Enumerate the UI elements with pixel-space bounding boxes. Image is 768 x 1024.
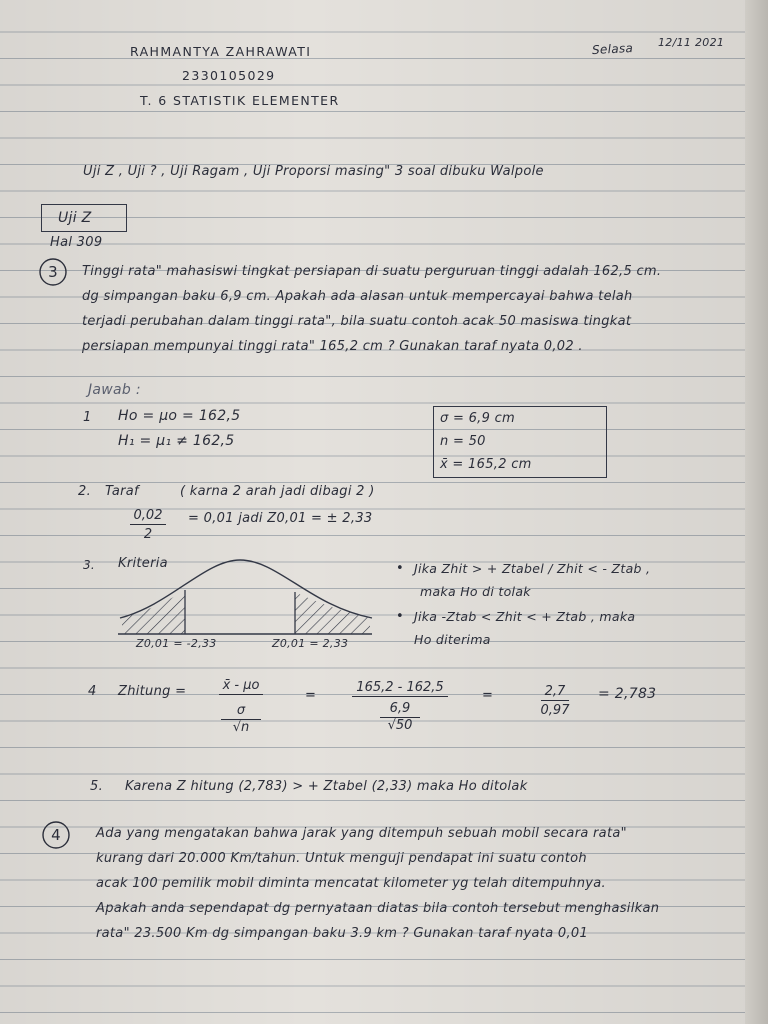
z-hitung-label: Zhitung = <box>118 684 187 699</box>
course-title: T. 6 STATISTIK ELEMENTER <box>140 93 340 108</box>
student-id: 2330105029 <box>182 68 276 83</box>
reject-rule: Jika Zhit > + Ztabel / Zhit < - Ztab , <box>414 561 651 576</box>
assignment-instructions: Uji Z , Uji ? , Uji Ragam , Uji Proporsi masing" 3 soal dibuku Walpole <box>83 164 544 179</box>
step-4-number: 4 <box>88 684 97 699</box>
left-critical-value: Z0,01 = -2,33 <box>136 637 217 650</box>
z-substituted-numerator: 165,2 - 162,5 <box>352 680 447 697</box>
accept-rule: Jika -Ztab < Zhit < + Ztab , maka <box>414 609 636 624</box>
reject-rule-conclusion: maka Ho di tolak <box>420 584 531 599</box>
problem-4-line: rata" 23.500 Km dg simpangan baku 3.9 km ? Gunakan taraf nyata 0,01 <box>96 926 589 941</box>
step-3-label: Kriteria <box>118 556 168 571</box>
page-reference: Hal 309 <box>50 235 103 250</box>
given-mean: x̄ = 165,2 cm <box>440 457 532 472</box>
equals-sign: = <box>305 688 317 703</box>
problem-3-line: dg simpangan baku 6,9 cm. Apakah ada alasan untuk mempercayai bahwa telah <box>82 289 633 304</box>
alt-hypothesis: H₁ = μ₁ ≠ 162,5 <box>118 433 235 449</box>
problem-4-line: Apakah anda sependapat dg pernyataan diatas bila contoh tersebut menghasilkan <box>96 901 660 916</box>
step-2-result: = 0,01 jadi Z0,01 = ± 2,33 <box>188 511 373 526</box>
z-substituted-sigma: 6,9 <box>389 701 411 716</box>
problem-3-number: 3 <box>48 263 58 281</box>
problem-4-line: acak 100 pemilik mobil diminta mencatat kilometer yg telah ditempuhnya. <box>96 876 606 891</box>
z-formula-sigma: σ <box>236 703 246 718</box>
problem-3-line: Tinggi rata" mahasiswi tingkat persiapan di suatu perguruan tinggi adalah 162,5 cm. <box>82 264 662 279</box>
problem-4-line: Ada yang mengatakan bahwa jarak yang ditempuh sebuah mobil secara rata" <box>96 826 627 841</box>
alpha-denominator: 2 <box>143 527 153 542</box>
problem-3-circle <box>40 259 66 285</box>
z-formula-sqrt-n: √n <box>221 719 261 735</box>
answer-label: Jawab : <box>88 382 141 398</box>
step-2-note: ( karna 2 arah jadi dibagi 2 ) <box>180 484 375 499</box>
z-formula-numerator: x̄ - μo <box>219 678 264 695</box>
step-2-label: Taraf <box>105 484 139 499</box>
step-1-number: 1 <box>83 410 92 425</box>
z-simplified-numerator: 2,7 <box>541 684 570 701</box>
step-3-number: 3. <box>83 558 96 572</box>
problem-3-line: terjadi perubahan dalam tinggi rata", bila suatu contoh acak 50 masiswa tingkat <box>82 314 632 329</box>
problem-4-line: kurang dari 20.000 Km/tahun. Untuk menguji pendapat ini suatu contoh <box>96 851 587 866</box>
section-title: Uji Z <box>58 210 92 226</box>
given-sigma: σ = 6,9 cm <box>440 411 516 426</box>
right-critical-value: Z0,01 = 2,33 <box>272 637 349 650</box>
problem-3-line: persiapan mempunyai tinggi rata" 165,2 cm ? Gunakan taraf nyata 0,02 . <box>82 339 583 354</box>
student-name: RAHMANTYA ZAHRAWATI <box>130 44 312 59</box>
step-5-number: 5. <box>90 779 104 794</box>
problem-4-number: 4 <box>51 826 61 844</box>
alpha-numerator: 0,02 <box>130 508 167 525</box>
z-hitung-result: = 2,783 <box>598 686 657 702</box>
date: 12/11 2021 <box>658 36 725 49</box>
equals-sign: = <box>482 688 494 703</box>
accept-rule-conclusion: Ho diterima <box>414 632 491 647</box>
day: Selasa <box>591 40 634 58</box>
step-5-conclusion: Karena Z hitung (2,783) > + Ztabel (2,33) maka Ho ditolak <box>125 779 528 794</box>
bullet: • <box>396 561 404 576</box>
z-substituted-sqrt-n: √50 <box>380 717 420 733</box>
problem-4-circle <box>43 822 69 848</box>
z-simplified-denominator: 0,97 <box>540 703 570 718</box>
step-2-number: 2. <box>78 484 92 499</box>
bullet: • <box>396 609 404 624</box>
given-n: n = 50 <box>440 434 486 449</box>
null-hypothesis: Ho = μo = 162,5 <box>118 408 241 424</box>
